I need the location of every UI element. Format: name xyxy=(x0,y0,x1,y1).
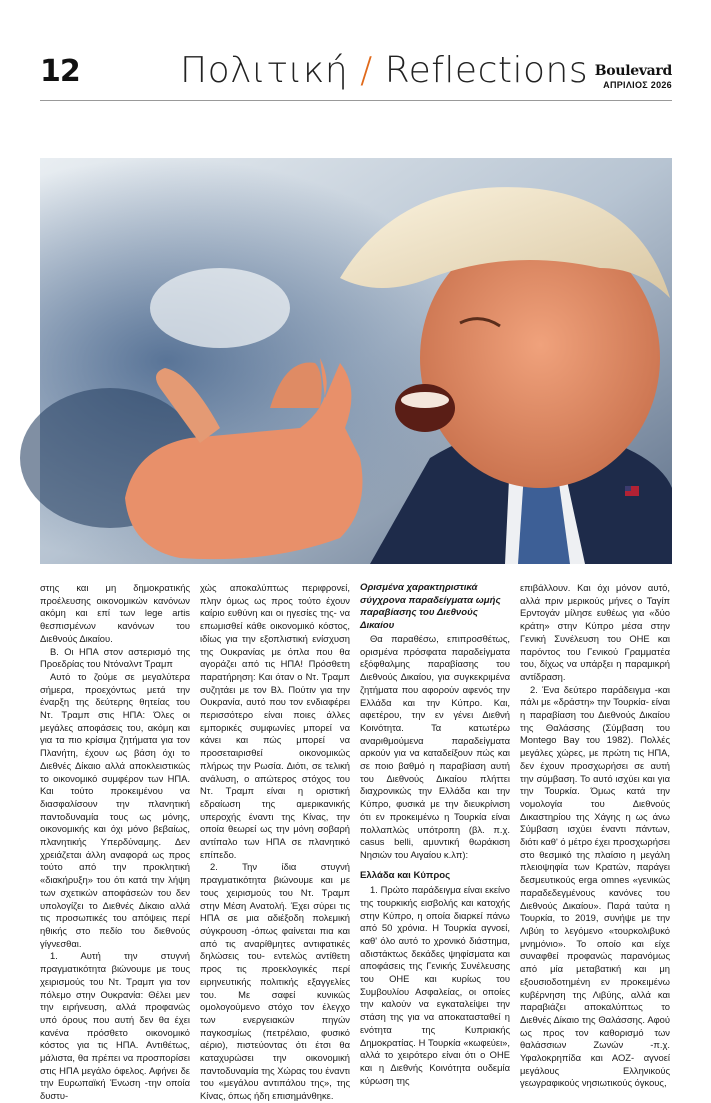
header-divider xyxy=(40,100,672,101)
article-column-2 xyxy=(200,582,350,1103)
paragraph: 1. Πρώτο παράδειγμα είναι εκείνο της τουρκικής εισβολής και κατοχής στην Κύπρο, η οποία διαρκεί πάνω από 50 χρόνια. Η Τουρκία αγνοεί, καθ' όλο αυτό το χρονικό διάστημα, αδιστάκτως δεκάδες ψηφίσματα και αποφάσεις της Γενικής Συνέλευσης του ΟΗΕ και κυρίως του Συμβουλίου Ασφαλείας, οι οποίες την καλούν να εγκαταλείψει την στάση της για να αποκατασταθεί η ενότητα της Κυπριακής Δημοκρατίας. Η Τουρκία «κωφεύει», αλλά το χειρότερο είναι ότι ο ΟΗΕ και η Διεθνής Κοινότητα ουδεμία κύρωση της xyxy=(360,884,510,1086)
article-column-4 xyxy=(520,582,670,1103)
masthead xyxy=(595,63,672,90)
article-column-1 xyxy=(40,582,190,1103)
paragraph: Β. Οι ΗΠΑ στον αστερισμό της Προεδρίας του Ντόναλντ Τραμπ xyxy=(40,645,190,670)
paragraph: στης και μη δημοκρατικής προέλευσης οικονομικών κανόνων ακόμη και επί των lege artis θεσπισμένων κανόνων του Διεθνούς Δικαίου. xyxy=(40,582,190,644)
article-subheading: Ορισμένα χαρακτηριστικά σύγχρονα παραδείγματα ωμής παραβίασης του Διεθνούς Δικαίου xyxy=(360,582,501,631)
article-column-3 xyxy=(360,582,510,1103)
section-title xyxy=(180,50,588,91)
section-title-english: Reflections xyxy=(384,50,589,91)
paragraph: 1. Αυτή την στυγνή πραγματικότητα βιώνουμε με τους χειρισμούς του Ντ. Τραμπ για τον πόλεμο στην Ουκρανία: Θέλει μεν την ειρήνευση, αλλά προφανώς υπό όρους που αυτή δεν θα έχει κανένα πρόσθετο οικονομικό κόστος για τις ΗΠΑ. Αντιθέτως, μάλιστα, θα πρέπει να προσπορίσει στις ΗΠΑ μεγάλο όφελος. Αφήνει δε την Ευρωπαϊκή Ένωση -την οποία δυστυ- xyxy=(40,950,190,1102)
paragraph: 2. Ένα δεύτερο παράδειγμα -και πάλι με «δράστη» την Τουρκία- είναι η παραβίαση του Διεθνούς Δικαίου της Θαλάσσης (Σύμβαση του Montego Bay του 1982). Πολλές μεγάλες χώρες, με πρώτη τις ΗΠΑ, δεν έχουν προσχωρήσει σε αυτή την σύμβαση. Το αυτό ισχύει και για την Τουρκία. Όμως κατά την νομολογία του Διεθνούς Δικαστηρίου της Χάγης η ως άνω Σύμβαση ισχύει έναντι πάντων, διότι καθ' ό μέτρο έχει προσχωρήσει στο θεσμικό της πλαίσιο η μεγάλη πλειοψηφία των Κρατών, παράγει δεσμευτικούς erga omnes «γενικώς παραδεδεγμένους κανόνες του Διεθνούς Δικαίου». Παρά ταύτα η Τουρκία, το 2019, συνήψε με την Λιβύη το λεγόμενο «τουρκολιβυκό μνημόνιο». Το οποίο και είχε συναφθεί προφανώς παρανόμως από μία μεταβατική και μη εξουσιοδοτημένη εν προκειμένω κυβέρνηση της Λιβύης, αλλά και παραβιάζει αποκαλύπτως το Διεθνές Δίκαιο της Θαλάσσης. Αφού ως προς τον καθορισμό των θαλάσσιων Ζωνών -π.χ. Υφαλοκρηπίδα και ΑΟΖ- αγνοεί μεγάλους Ελληνικούς γεωγραφικούς νησιωτικούς όγκους, xyxy=(520,683,670,1089)
article-body xyxy=(40,582,672,1102)
issue-date: ΑΠΡΙΛΙΟΣ 2026 xyxy=(603,80,672,90)
paragraph: Αυτό το ζούμε σε μεγαλύτερα σήμερα, προεχόντως μετά την έναρξη της δεύτερης θητείας του Ντ. Τραμπ στις ΗΠΑ: Όλες οι μεγάλες αποφάσεις του, ακόμη και για τα πιο κρίσιμα ζητήματα για τον Πλανήτη, έχουν ως βάση όχι το Διεθνές Δίκαιο αλλά αποκλειστικώς το οικονομικό συμφέρον των ΗΠΑ. Και τούτο προκειμένου να διασφαλίσουν την πλανητική παντοδυναμία τους ως μόνης, οικονομικής και όχι μόνο βεβαίως, πλανητικής Υπερδύναμης. Δεν χρειάζεται άλλη αναφορά ως προς τούτο από την προκλητική «διακήρυξη» του ότι κατά την λήψη των σχετικών αποφάσεών του δεν υπολογίζει το Διεθνές Δίκαιο αλλά τις προσωπικές του απόψεις περί ηθικής στο πεδίο του διεθνούς γίγνεσθαι. xyxy=(40,670,190,949)
article-section-heading: Ελλάδα και Κύπρος xyxy=(360,869,451,881)
paragraph: Θα παραθέσω, επιπροσθέτως, ορισμένα πρόσφατα παραδείγματα εξόφθαλμης παραβίασης του Διεθνούς Δικαίου, για συγκεκριμένα ζητήματα που αφορούν αφενός την Ελλάδα και την Κύπρο. Και, αφετέρου, την εν γένει Διεθνή Κοινότητα. Τα κατωτέρω αναριθμούμενα παραδείγματα αρκούν για να καταδείξουν πώς και σε ποιο βαθμό η παραβίαση αυτή του Διεθνούς Δικαίου πλήττει διαχρονικώς την Ελλάδα και την Κύπρο, φυσικά με την διευκρίνιση ότι εν προκειμένω η Τουρκία είναι πολλαπλώς υπότροπη (βλ. π.χ. casus belli, αμυντική θωράκιση Νησιών του Αιγαίου κ.λπ): xyxy=(360,633,510,860)
section-title-greek: Πολιτική xyxy=(180,50,349,91)
paragraph: χώς αποκαλύπτως περιφρονεί, πλην όμως ως προς τούτο έχουν καίριο ευθύνη και οι ηγεσίες της- να επωμισθεί κάθε οικονομικό κόστος, ιδίως για την εξοπλιστική ενίσχυση της Ουκρανίας με όπλα που θα αγοράζει από τις ΗΠΑ! Πρόσθετη παρατήρηση: Και όταν ο Ντ. Τραμπ συζητάει με τον Βλ. Πούτιν για την Ουκρανία, αυτό που τον ενδιαφέρει περισσότερο είναι ποιες άλλες εμπορικές συμφωνίες μπορεί να κάνει και πώς μπορεί να προσεταιρισθεί οικονομικώς πλήρως την Ρωσία. Διότι, σε τελική ανάλυση, ο απώτερος στόχος του Ντ. Τραμπ είναι η οριστική εδραίωση της αμερικανικής υπεροχής έναντι της Κίνας, την οποία θεωρεί ως την μόνη σοβαρή αντίπαλο των ΗΠΑ σε πλανητικό επίπεδο. xyxy=(200,582,350,860)
brand-logo: Boulevard xyxy=(594,63,672,79)
paragraph: επιβάλλουν. Και όχι μόνον αυτό, αλλά πριν μερικούς μήνες ο Ταγίπ Ερντογάν μίλησε ευθέως για «δύο κράτη» στην Κύπρο μέσα στην Γενική Συνέλευση του ΟΗΕ και παρόντος του Γενικού Γραμματέα του, δίχως να υπάρξει η παραμικρή αντίδραση. xyxy=(520,582,670,682)
paragraph: 2. Την ίδια στυγνή πραγματικότητα βιώνουμε και με τους χειρισμούς του Ντ. Τραμπ στην Μέση Ανατολή. Έχει σύρει τις ΗΠΑ σε μια αδιέξοδη πολεμική σύγκρουση -όπως φαίνεται πια και από τις αναρίθμητες αντιφατικές δηλώσεις του- εντελώς αντίθετη προς τις προεκλογικές περί ειρηνευτικής πολιτικής εξαγγελίες του. Με σαφεί κυνικώς ομολογούμενο στόχο τον έλεγχο των ενεργειακών πηγών παγκοσμίως (πετρέλαιο, φυσικό αέριο), πιστεύοντας ότι έτσι θα καταχυρώσει την οικονομική παντοδυναμία της Χώρας του έναντι του «μεγάλου αντιπάλου της», της Κίνας, όπως ήδη επισημάνθηκε. xyxy=(200,861,350,1102)
article-photo xyxy=(40,158,672,564)
section-separator: / xyxy=(360,50,373,91)
page-number: 12 xyxy=(40,54,80,89)
